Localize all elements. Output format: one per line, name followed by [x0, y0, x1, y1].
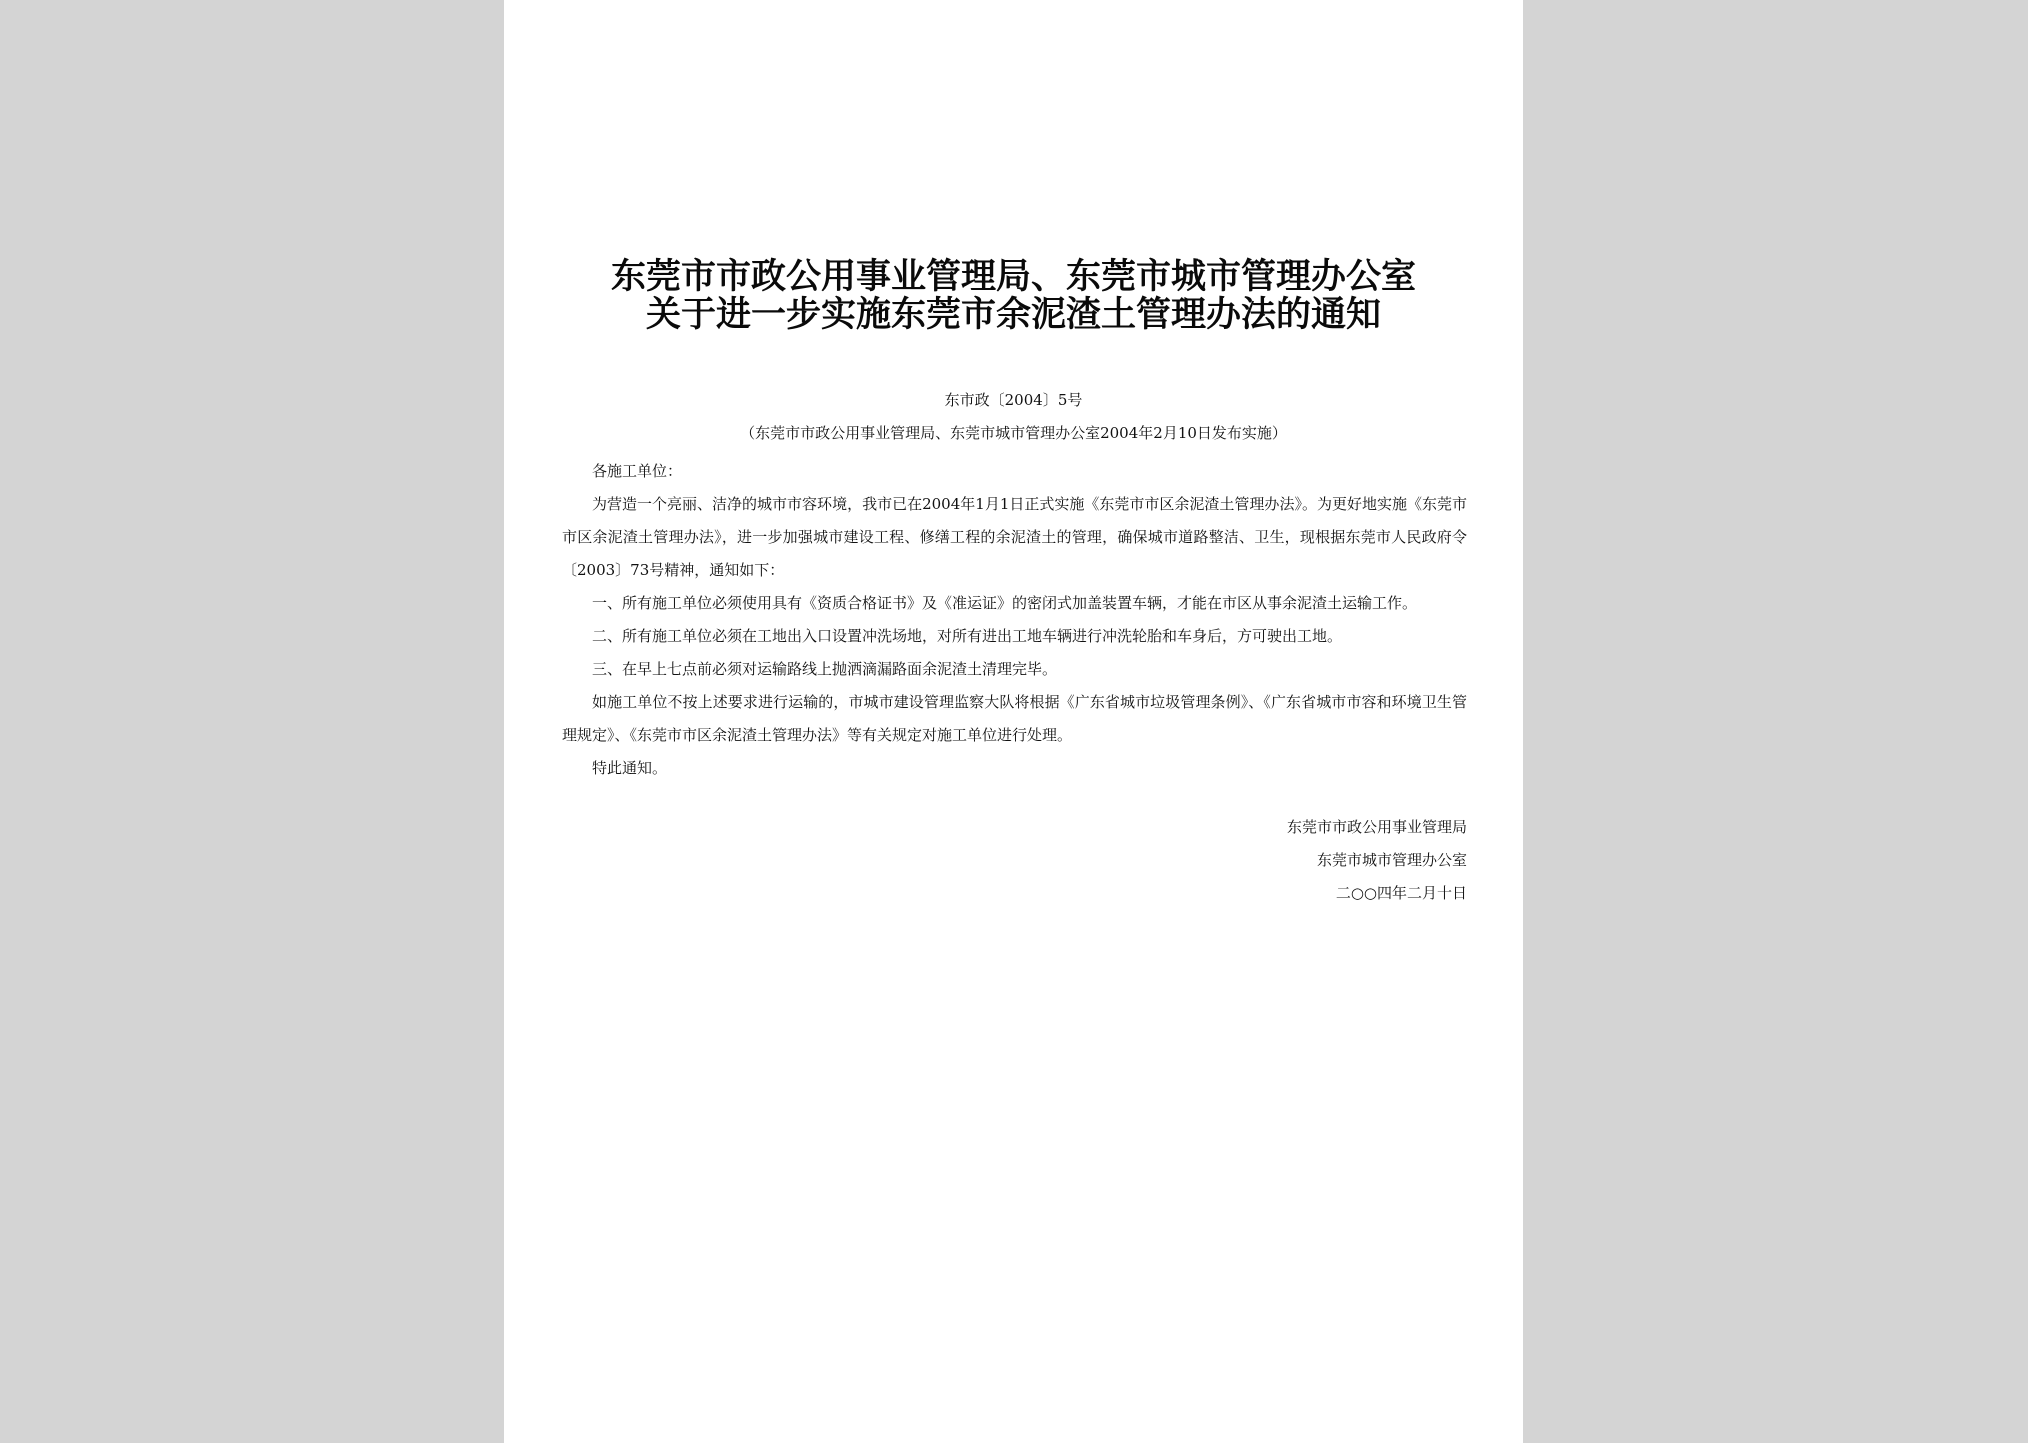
document-number: 东市政〔2004〕5号	[944, 391, 1083, 409]
document-title	[504, 258, 1523, 334]
title-line-2: 关于进一步实施东莞市余泥渣土管理办法的通知	[645, 294, 1381, 335]
signature-issuer-1: 东莞市市政公用事业管理局	[1286, 818, 1467, 836]
signature-issuer-2: 东莞市城市管理办公室	[1316, 851, 1467, 869]
paragraph-intro: 为营造一个亮丽、洁净的城市市容环境，我市已在2004年1月1日正式实施《东莞市市区余泥渣土管理办法》。为更好地实施《东莞市市区余泥渣土管理办法》，进一步加强城市建设工程、修缮工程的余泥渣土的管理，确保城市道路整洁、卫生，现根据东莞市人民政府令〔2003〕73号精神，通知如下：	[562, 495, 1467, 579]
document-page	[504, 0, 1523, 1443]
signature-block	[1287, 811, 1467, 910]
paragraph-penalty: 如施工单位不按上述要求进行运输的，市城市建设管理监察大队将根据《广东省城市垃圾管理条例》、《广东省城市市容和环境卫生管理规定》、《东莞市市区余泥渣土管理办法》等有关规定对施工单位进行处理。	[562, 693, 1467, 744]
paragraph-item-1: 一、所有施工单位必须使用具有《资质合格证书》及《准运证》的密闭式加盖装置车辆，才能在市区从事余泥渣土运输工作。	[592, 594, 1418, 612]
paragraph-item-3: 三、在早上七点前必须对运输路线上抛洒滴漏路面余泥渣土清理完毕。	[592, 660, 1058, 678]
paragraph-closing: 特此通知。	[592, 759, 668, 777]
document-body	[562, 455, 1467, 785]
issue-note: （东莞市市政公用事业管理局、东莞市城市管理办公室2004年2月10日发布实施）	[740, 424, 1287, 442]
signature-date: 二○○四年二月十日	[1335, 884, 1467, 902]
title-line-1: 东莞市市政公用事业管理局、东莞市城市管理办公室	[610, 256, 1416, 297]
paragraph-item-2: 二、所有施工单位必须在工地出入口设置冲洗场地，对所有进出工地车辆进行冲洗轮胎和车身后，方可驶出工地。	[592, 627, 1343, 645]
salutation: 各施工单位：	[592, 462, 683, 480]
